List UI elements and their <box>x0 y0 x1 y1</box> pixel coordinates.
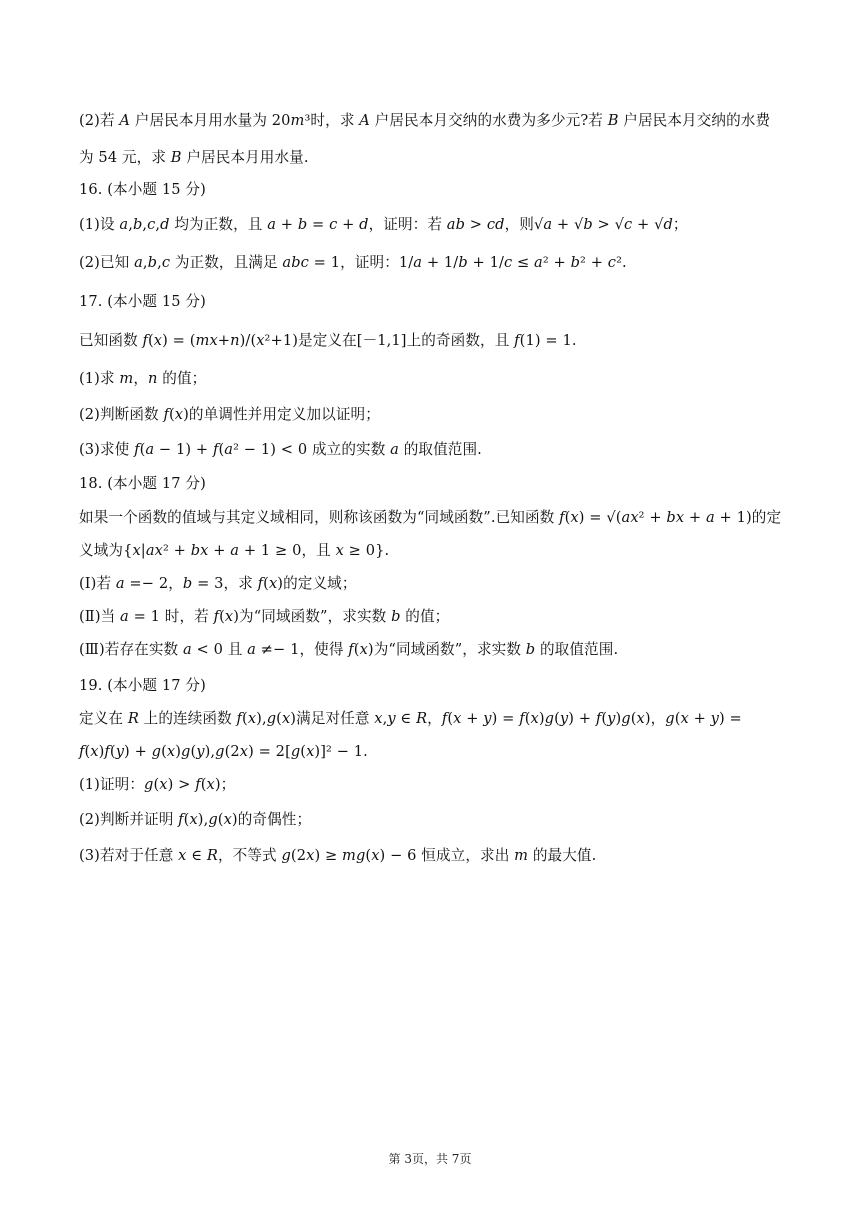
q16-heading: 16. (本小题 15 分) <box>79 181 206 198</box>
q16-part2: (2)已知 𝑎,𝑏,𝑐 为正数，且满足 𝑎𝑏𝑐 = 1，证明：1/𝑎 + 1/𝑏 + 1/𝑐 ≤ 𝑎² + 𝑏² + 𝑐². <box>79 254 627 271</box>
q15-part2-line1: (2)若 𝐴 户居民本月用水量为 20𝑚³时，求 𝐴 户居民本月交纳的水费为多少元?若 𝐵 户居民本月交纳的水费 <box>79 112 771 129</box>
q17-intro: 已知函数 𝑓(𝑥) = (𝑚𝑥+𝑛)/(𝑥²+1)是定义在[－1,1]上的奇函数，且 𝑓(1) = 1. <box>79 332 577 349</box>
q17-part3: (3)求使 𝑓(𝑎 − 1) + 𝑓(𝑎² − 1) < 0 成立的实数 𝑎 的取值范围. <box>79 441 482 458</box>
q18-intro-line1: 如果一个函数的值域与其定义域相同，则称该函数为“同域函数”.已知函数 𝑓(𝑥) = √(𝑎𝑥² + 𝑏𝑥 + 𝑎 + 1)的定 <box>79 509 782 526</box>
q19-part3: (3)若对于任意 𝑥 ∈ 𝑅，不等式 𝑔(2𝑥) ≥ 𝑚𝑔(𝑥) − 6 恒成立，求出 𝑚 的最大值. <box>79 847 597 864</box>
q17-part1: (1)求 𝑚，𝑛 的值； <box>79 370 207 387</box>
q19-part1: (1)证明：𝑔(𝑥) > 𝑓(𝑥)； <box>79 776 236 793</box>
q15-part2-line2: 为 54 元，求 𝐵 户居民本月用水量. <box>79 149 309 166</box>
q17-heading: 17. (本小题 15 分) <box>79 293 206 310</box>
q19-part2: (2)判断并证明 𝑓(𝑥),𝑔(𝑥)的奇偶性； <box>79 811 312 828</box>
q18-part3: (Ⅲ)若存在实数 𝑎 < 0 且 𝑎 ≠− 1，使得 𝑓(𝑥)为“同域函数”，求实数 𝑏 的取值范围. <box>79 641 619 658</box>
q19-heading: 19. (本小题 17 分) <box>79 677 206 694</box>
q19-intro-line2: 𝑓(𝑥)𝑓(𝑦) + 𝑔(𝑥)𝑔(𝑦),𝑔(2𝑥) = 2[𝑔(𝑥)]² − 1. <box>79 743 368 760</box>
q16-part1: (1)设 𝑎,𝑏,𝑐,𝑑 均为正数，且 𝑎 + 𝑏 = 𝑐 + 𝑑，证明：若 𝑎𝑏 > 𝑐𝑑，则√𝑎 + √𝑏 > √𝑐 + √𝑑； <box>79 216 688 233</box>
q18-part2: (Ⅱ)当 𝑎 = 1 时，若 𝑓(𝑥)为“同域函数”，求实数 𝑏 的值； <box>79 608 450 625</box>
q19-intro-line1: 定义在 𝑅 上的连续函数 𝑓(𝑥),𝑔(𝑥)满足对任意 𝑥,𝑦 ∈ 𝑅，𝑓(𝑥 + 𝑦) = 𝑓(𝑥)𝑔(𝑦) + 𝑓(𝑦)𝑔(𝑥)，𝑔(𝑥 + 𝑦) = <box>79 710 742 727</box>
q18-part1: (Ⅰ)若 𝑎 =− 2，𝑏 = 3，求 𝑓(𝑥)的定义域； <box>79 575 357 592</box>
q18-intro-line2: 义域为{𝑥|𝑎𝑥² + 𝑏𝑥 + 𝑎 + 1 ≥ 0，且 𝑥 ≥ 0}. <box>79 542 390 559</box>
q18-heading: 18. (本小题 17 分) <box>79 475 206 492</box>
page-footer: 第 3页，共 7页 <box>388 1152 472 1166</box>
q17-part2: (2)判断函数 𝑓(𝑥)的单调性并用定义加以证明； <box>79 406 380 423</box>
